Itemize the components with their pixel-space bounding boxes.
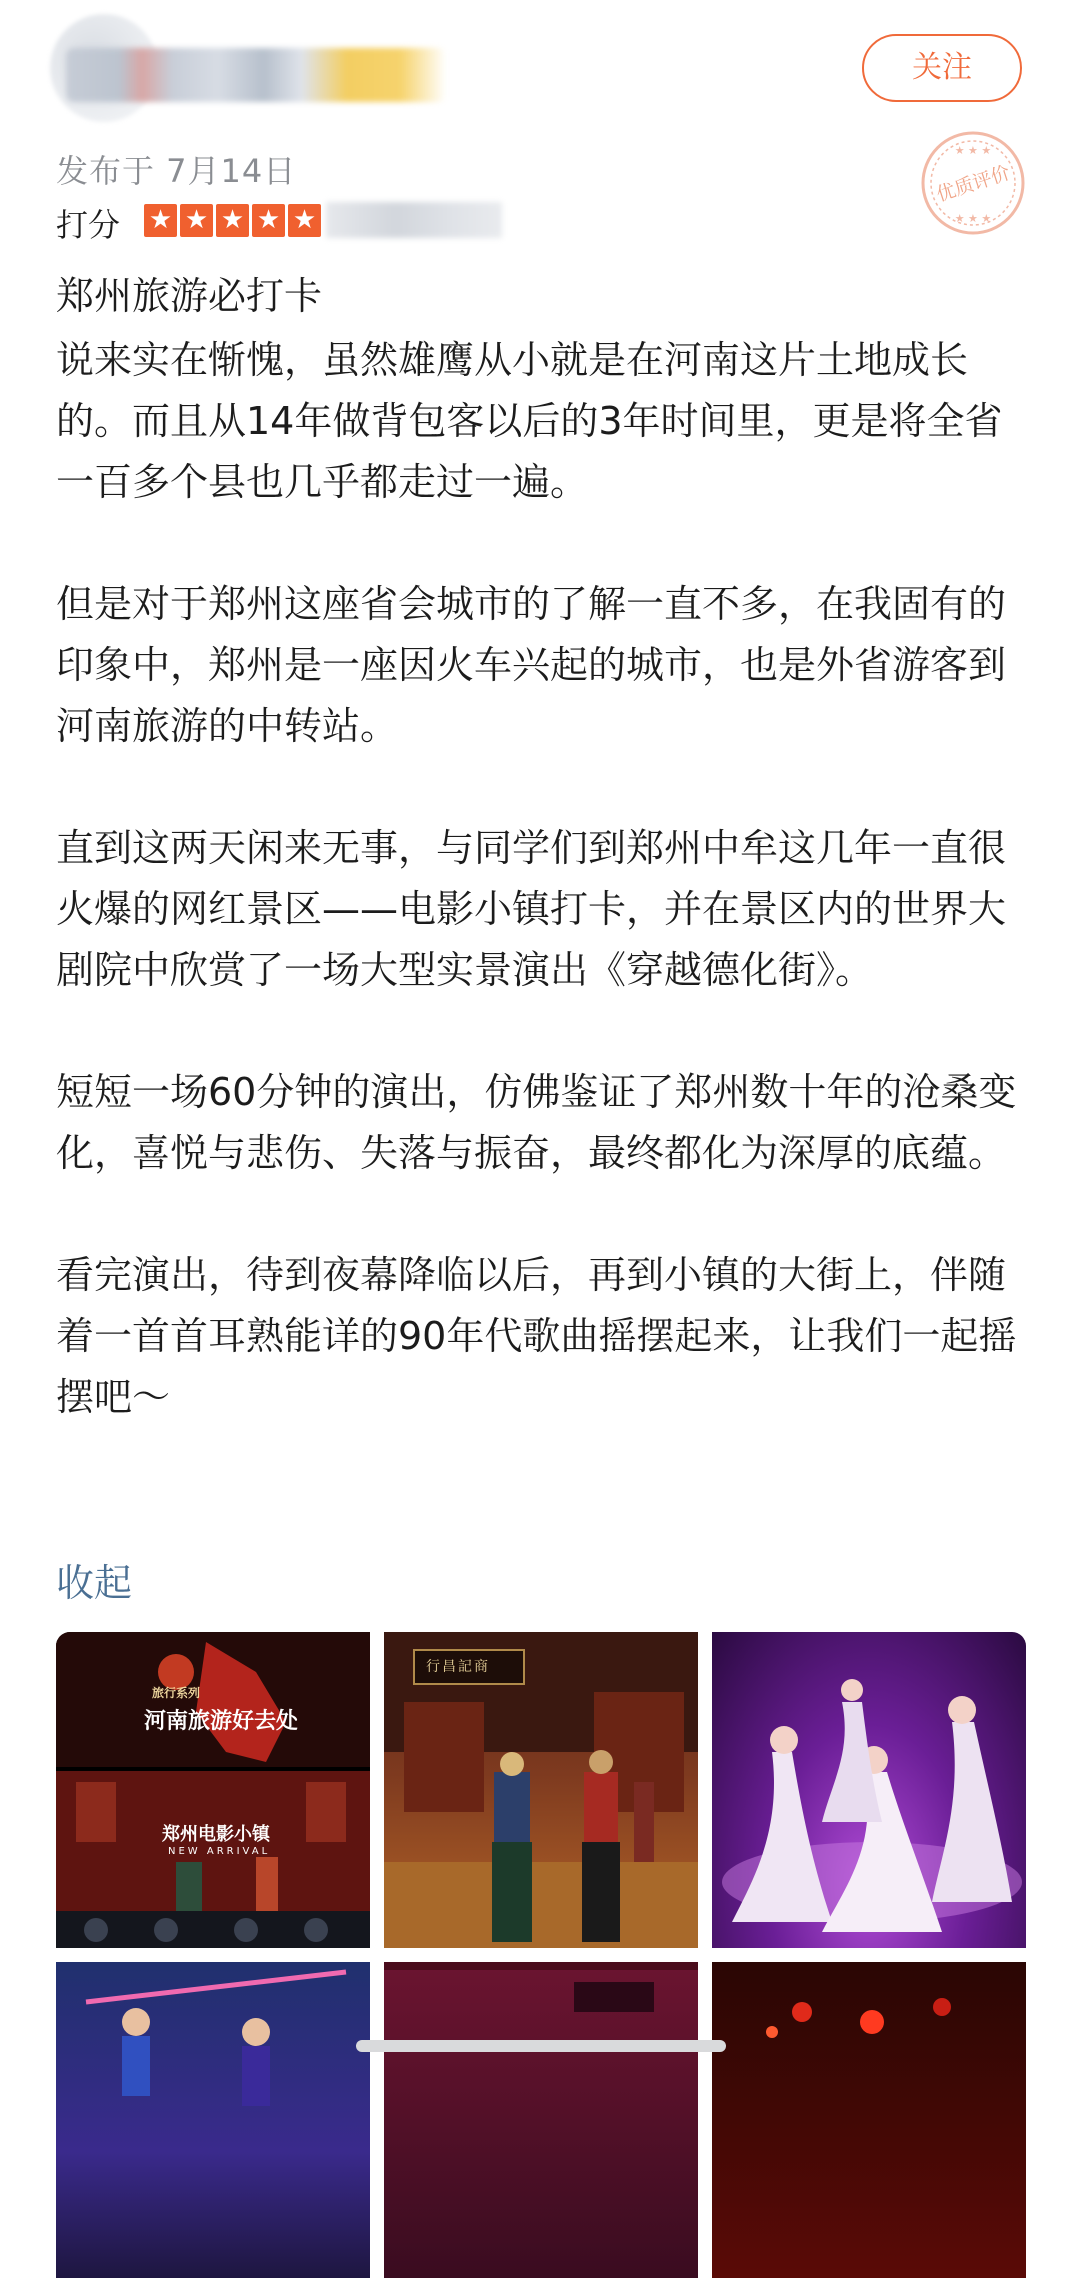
collapse-link[interactable]: 收起 (56, 1561, 133, 1605)
gallery-photo[interactable] (384, 1632, 698, 1948)
photo-title: 河南旅游好去处 (144, 1709, 299, 1734)
follow-button[interactable]: 关注 (862, 34, 1022, 102)
gallery-photo[interactable] (56, 1632, 370, 1948)
rating-label: 打分 (56, 206, 121, 244)
photo-stage-interior (384, 1962, 698, 2278)
photo-tag: 旅行系列 (152, 1686, 201, 1700)
post-header (0, 0, 1080, 140)
photo-subtitle-en: NEW ARRIVAL (168, 1846, 271, 1857)
post-body (56, 330, 1026, 1489)
svg-text:★ ★ ★: ★ ★ ★ (954, 212, 992, 225)
post-paragraph: 直到这两天闲来无事，与同学们到郑州中牟这几年一直很火爆的网红景区——电影小镇打卡，并在景区内的世界大剧院中欣赏了一场大型实景演出《穿越德化街》。 (56, 826, 1007, 992)
photo-stage-poster (56, 1632, 370, 1948)
photo-stage-street (384, 1632, 698, 1948)
username-blurred[interactable] (66, 48, 446, 102)
star-icon: ★ (252, 204, 285, 237)
star-icon: ★ (180, 204, 213, 237)
photo-sign-text: 行昌記商 (426, 1659, 490, 1675)
gallery-photo[interactable] (712, 1962, 1026, 2278)
star-icon: ★ (288, 204, 321, 237)
rating-detail-blurred (326, 202, 502, 238)
post-title: 郑州旅游必打卡 (56, 274, 323, 318)
gallery-photo[interactable] (712, 1632, 1026, 1948)
quality-review-seal-icon (918, 128, 1028, 238)
post-paragraph: 但是对于郑州这座省会城市的了解一直不多，在我固有的印象中，郑州是一座因火车兴起的城市，也是外省游客到河南旅游的中转站。 (56, 582, 1007, 748)
gallery-photo[interactable] (56, 1962, 370, 2278)
gallery-photo[interactable] (384, 1962, 698, 2278)
post-paragraph: 说来实在惭愧，虽然雄鹰从小就是在河南这片土地成长的。而且从14年做背包客以后的3年时间里，更是将全省一百多个县也几乎都走过一遍。 (56, 338, 1003, 504)
svg-text:★ ★ ★: ★ ★ ★ (954, 144, 992, 157)
photo-stage-lanterns (712, 1962, 1026, 2278)
home-indicator[interactable] (356, 2040, 726, 2052)
photo-stage-dance (712, 1632, 1026, 1948)
post-paragraph: 短短一场60分钟的演出，仿佛鉴证了郑州数十年的沧桑变化，喜悦与悲伤、失落与振奋，最终都化为深厚的底蕴。 (56, 1070, 1017, 1175)
photo-subtitle: 郑州电影小镇 (162, 1824, 270, 1845)
post-date: 发布于 7月14日 (56, 152, 297, 190)
star-icon: ★ (144, 204, 177, 237)
photo-stage-performance (56, 1962, 370, 2278)
post-paragraph: 看完演出，待到夜幕降临以后，再到小镇的大街上，伴随着一首首耳熟能详的90年代歌曲摇摆起来，让我们一起摇摆吧～ (56, 1253, 1017, 1419)
seal-text: 优质评价 (933, 161, 1013, 207)
star-icon: ★ (216, 204, 249, 237)
rating-stars (144, 204, 321, 237)
